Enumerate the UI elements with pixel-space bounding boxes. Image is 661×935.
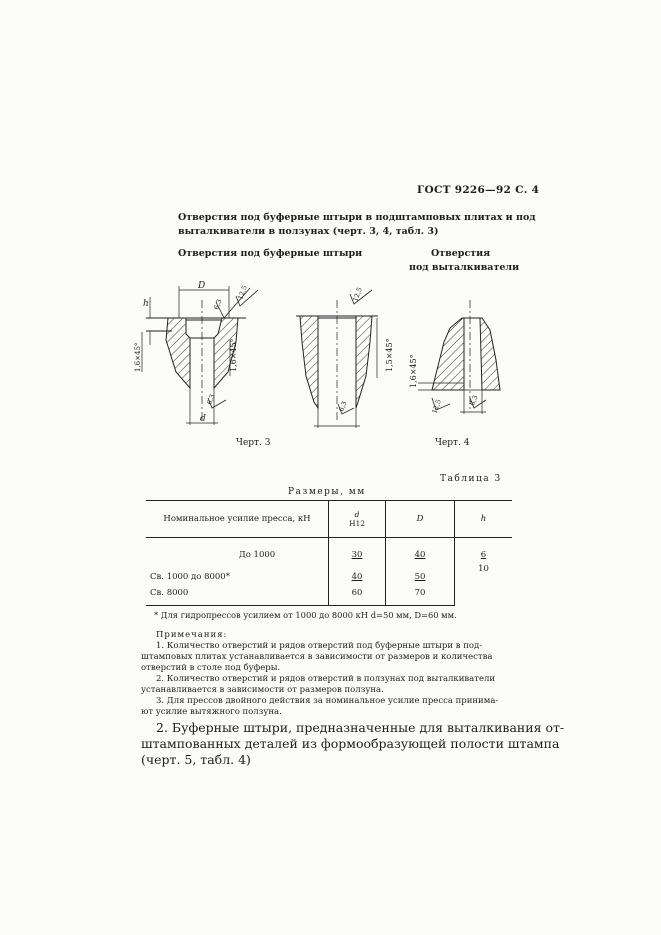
cell-D: 40: [386, 538, 455, 560]
note-2-line-2: устанавливается в зависимости от размеров ползуна.: [141, 685, 384, 695]
col-force-header: Номинальное усилие пресса, кН: [146, 501, 329, 538]
cell-h-merged: 10: [455, 560, 513, 606]
label-chamfer-fig3b: 1,5×45°: [385, 338, 394, 372]
note-1-line-3: отверстий в столе под буферы.: [141, 663, 281, 673]
cell-D: 70: [386, 582, 455, 606]
note-3-line-1: 3. Для прессов двойного действия за номинальное усилие пресса принима-: [156, 696, 499, 706]
note-1-line-1: 1. Количество отверстий и рядов отверстий под буферные штыри в под-: [156, 641, 483, 651]
notes-title: Примечания:: [156, 630, 228, 640]
paragraph-line-1: 2. Буферные штыри, предназначенные для выталкивания от-: [156, 720, 565, 735]
label-roughness-fig4-a: 12,5: [430, 398, 443, 415]
label-roughness-fig3-a: 6,3: [212, 298, 224, 311]
section-title-line2: выталкиватели в ползунах (черт. 3, 4, табл. 3): [178, 226, 439, 237]
label-chamfer-fig4: 1,6×45°: [409, 354, 418, 388]
label-left-dim: 1,6×45°: [134, 342, 142, 372]
section-title-line1: Отверстия под буферные штыри в подштамповых плитах и под: [178, 212, 536, 223]
note-2-line-1: 2. Количество отверстий и рядов отверстий в ползунах под выталкиватели: [156, 674, 496, 684]
right-drawing-caption-1: Отверстия: [431, 248, 491, 259]
page-header: ГОСТ 9226—92 С. 4: [417, 184, 540, 196]
label-chamfer-fig3: 1,6×45°: [229, 338, 238, 372]
cell-force: Св. 1000 до 8000*: [150, 571, 230, 582]
cell-h: 6: [455, 538, 513, 560]
cell-force: Св. 8000: [146, 582, 329, 606]
figure-3-right-hole: [296, 290, 378, 428]
label-roughness-fig3-c: 6,3: [205, 393, 217, 406]
col-d-header: d H12: [329, 501, 386, 538]
label-roughness-fig3b-b: 6,3: [337, 400, 349, 413]
figure-4-hole: [418, 300, 500, 414]
table-footnote: * Для гидропрессов усилием от 1000 до 8000 кН d=50 мм, D=60 мм.: [154, 610, 457, 620]
figure-3-left-hole: [142, 286, 258, 425]
label-roughness-fig3b-a: 12,5: [351, 286, 364, 303]
table-row: [146, 560, 512, 582]
label-D: D: [198, 281, 206, 291]
note-1-line-2: штамповых плитах устанавливается в зависимости от размеров и количества: [141, 652, 493, 662]
col-h-header: h: [455, 501, 513, 538]
label-roughness-fig3-b: 12,5: [236, 284, 249, 301]
paragraph-line-2: штампованных деталей из формообразующей полости штампа: [141, 736, 560, 751]
figure-4-caption: Черт. 4: [435, 438, 470, 448]
cell-force: До 1000: [238, 549, 276, 560]
cell-d: 30: [329, 538, 386, 560]
figure-3-caption: Черт. 3: [236, 438, 271, 448]
label-roughness-fig4-b: 6,3: [468, 394, 480, 407]
cell-D: 50: [386, 560, 455, 582]
label-h: h: [143, 299, 149, 309]
dimensions-table: [146, 500, 512, 606]
note-3-line-2: ют усилие вытяжного ползуна.: [141, 707, 282, 717]
table-label: Таблица 3: [440, 474, 502, 484]
col-D-header: D: [386, 501, 455, 538]
table-units: Размеры, мм: [288, 487, 366, 497]
label-d: d: [200, 414, 206, 424]
table-row: [146, 538, 512, 560]
cell-d: 60: [329, 582, 386, 606]
technical-drawings: [0, 0, 661, 450]
paragraph-line-3: (черт. 5, табл. 4): [141, 752, 251, 767]
left-drawing-caption: Отверстия под буферные штыри: [178, 248, 363, 259]
cell-d: 40: [329, 560, 386, 582]
right-drawing-caption-2: под выталкиватели: [409, 262, 520, 273]
